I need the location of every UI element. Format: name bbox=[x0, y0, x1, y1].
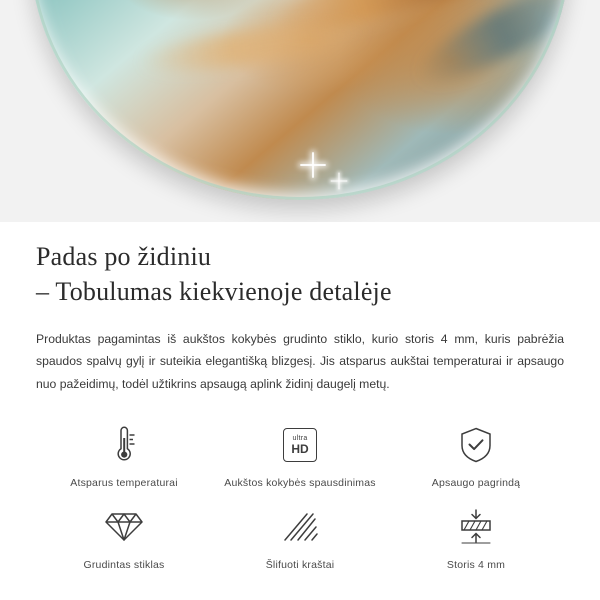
shield-check-icon bbox=[458, 421, 494, 469]
thickness-arrows-icon bbox=[456, 503, 496, 551]
marble-streak bbox=[137, 14, 369, 80]
feature-item bbox=[212, 421, 388, 489]
feature-label: Grudintas stiklas bbox=[83, 559, 165, 572]
badge-top-text: ultra bbox=[292, 435, 308, 443]
ultra-hd-badge-icon bbox=[283, 421, 317, 469]
feature-label: Apsaugo pagrindą bbox=[431, 477, 521, 490]
badge-bottom-text: HD bbox=[291, 442, 309, 457]
feature-item bbox=[36, 503, 212, 571]
feature-label: Šlifuoti kraštai bbox=[265, 559, 335, 572]
content-section bbox=[0, 222, 600, 571]
feature-item bbox=[212, 503, 388, 571]
page-title bbox=[36, 222, 564, 310]
feature-label: Aukštos kokybės spausdinimas bbox=[224, 477, 376, 490]
thermometer-icon bbox=[107, 421, 141, 469]
feature-item bbox=[36, 421, 212, 489]
polished-edges-icon bbox=[281, 503, 319, 551]
product-description: Produktas pagamintas iš aukštos kokybės grudinto stiklo, kurio storis 4 mm, kuris pabrėžia spaudos spalvų gylį ir suteikia elegantišką blizgesį. Jis atsparus aukštai temperaturai ir apsaugo nuo pažeidimų, todėl užtikrins apsaugą aplink židinį daugelį metų. bbox=[36, 331, 564, 391]
feature-grid bbox=[36, 421, 564, 571]
feature-item bbox=[388, 421, 564, 489]
headline-line-2: – Tobulumas kiekvienoje detalėje bbox=[36, 276, 392, 306]
headline-line-1: Padas po židiniu bbox=[36, 242, 212, 271]
feature-item bbox=[388, 503, 564, 571]
feature-label: Atsparus temperaturai bbox=[70, 477, 178, 490]
hero-image bbox=[0, 0, 600, 222]
diamond-icon bbox=[104, 503, 144, 551]
feature-label: Storis 4 mm bbox=[446, 559, 506, 572]
